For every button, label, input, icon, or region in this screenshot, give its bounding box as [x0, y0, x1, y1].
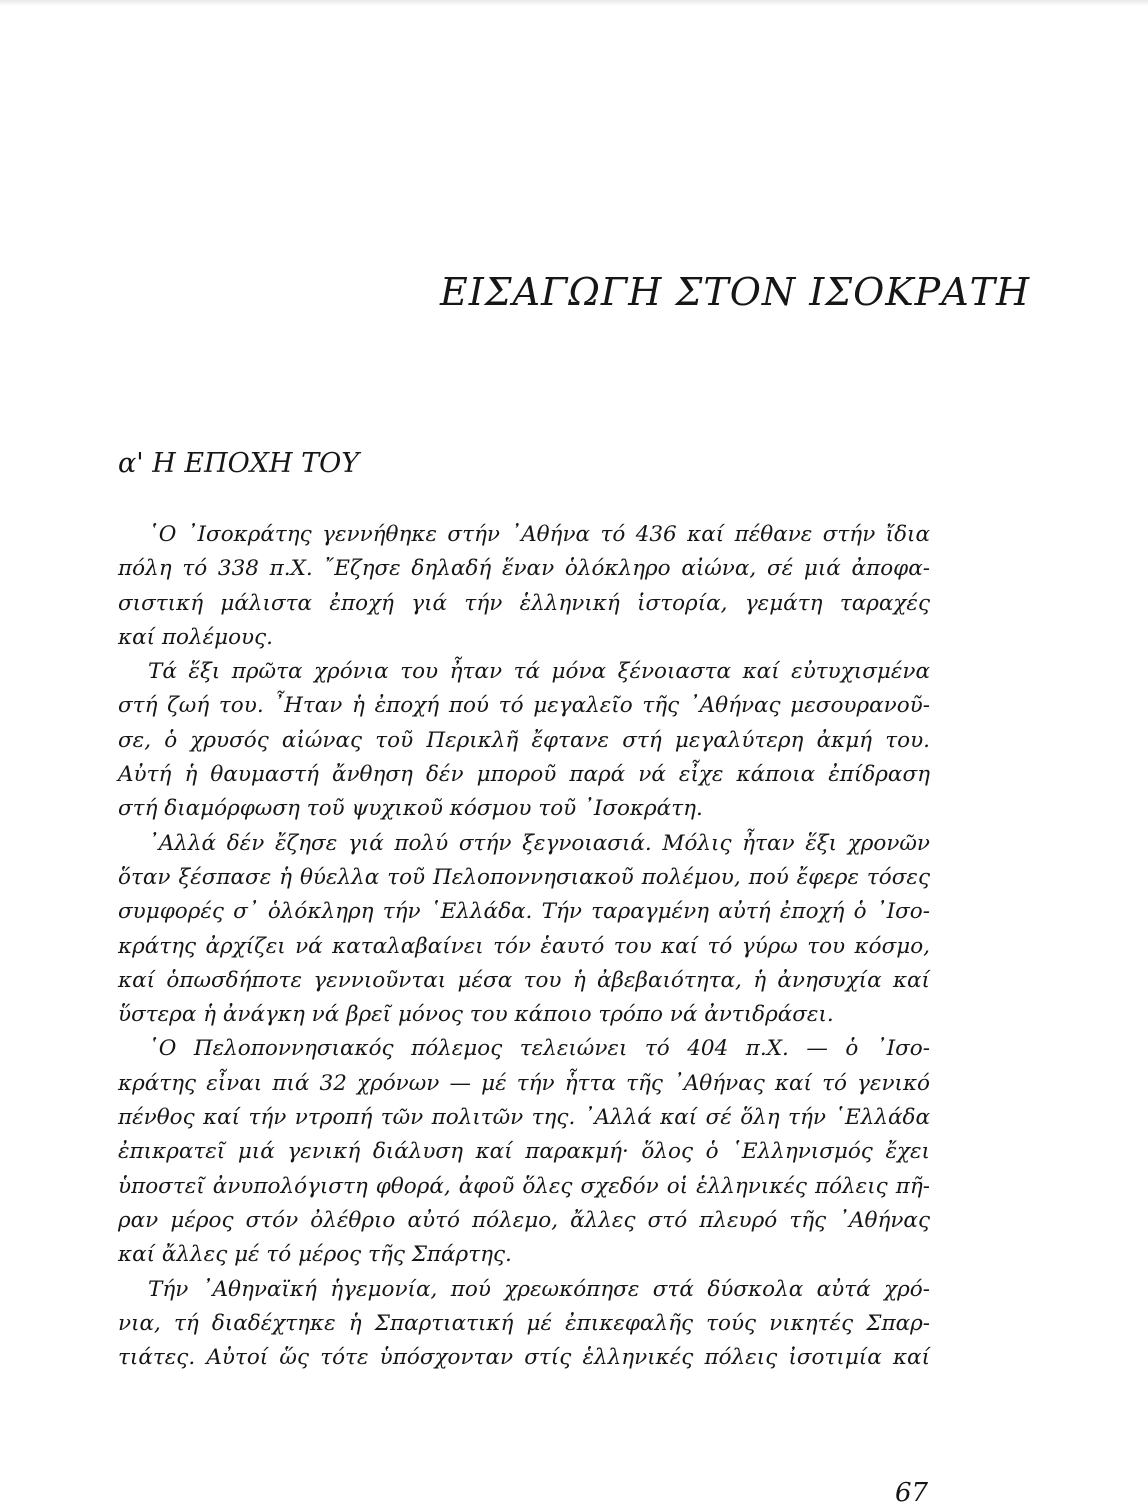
paragraph	[118, 1032, 930, 1272]
text-line: ῾Ο Πελοποννησιακός πόλεμος τελειώνει τό 404 π.Χ. — ὁ ᾿Ισο-	[148, 1036, 930, 1062]
text-line: ἐπικρατεῖ μιά γενική διάλυση καί παρακμή· ὅλος ὁ ῾Ελληνισμός ἔχει	[118, 1139, 930, 1165]
text-line: Τά ἕξι πρῶτα χρόνια του ἦταν τά μόνα ξένοιαστα καί εὐτυχισμένα	[148, 659, 930, 685]
text-line: ῾Ο ᾿Ισοκράτης γεννήθηκε στήν ᾿Αθήνα τό 436 καί πέθανε στήν ἴδια	[148, 522, 930, 547]
text-line: καί πολέμους.	[118, 624, 273, 650]
text-line: κράτης ἀρχίζει νά καταλαβαίνει τόν ἑαυτό του καί τό γύρω του κόσμο,	[118, 933, 930, 959]
text-line: σε, ὁ χρυσός αἰώνας τοῦ Περικλῆ ἔφτανε στή μεγαλύτερη ἀκμή του.	[118, 727, 930, 753]
text-line: νια, τή διαδέχτηκε ἡ Σπαρτιατική μέ ἐπικεφαλῆς τούς νικητές Σπαρ-	[118, 1310, 930, 1336]
body-text	[118, 518, 930, 1375]
text-line: ραν μέρος στόν ὀλέθριο αὐτό πόλεμο, ἄλλες στό πλευρό τῆς ᾿Αθήνας	[118, 1207, 930, 1233]
text-line: Αὐτή ἡ θαυμαστή ἄνθηση δέν μποροῦ παρά νά εἶχε κάποια ἐπίδραση	[118, 762, 930, 788]
text-line: πόλη τό 338 π.Χ. ῎Εζησε δηλαδή ἕναν ὁλόκληρο αἰώνα, σέ μιά ἀποφα-	[118, 556, 930, 582]
text-line: στή διαμόρφωση τοῦ ψυχικοῦ κόσμου τοῦ ᾿Ισοκράτη.	[118, 796, 703, 822]
text-line: τιάτες. Αὐτοί ὥς τότε ὑπόσχονταν στίς ἑλληνικές πόλεις ἰσοτιμία καί	[118, 1345, 930, 1371]
paragraph	[118, 1273, 930, 1376]
paragraph	[118, 655, 930, 826]
page-top-edge	[0, 0, 1148, 6]
text-line: καί ὁπωσδήποτε γεννιοῦνται μέσα του ἡ ἀβεβαιότητα, ἡ ἀνησυχία καί	[118, 967, 930, 993]
text-line: κράτης εἶναι πιά 32 χρόνων — μέ τήν ἧττα τῆς ᾿Αθήνας καί τό γενικό	[118, 1070, 930, 1096]
text-line: ᾿Αλλά δέν ἔζησε γιά πολύ στήν ξεγνοιασιά. Μόλις ἦταν ἕξι χρονῶν	[148, 830, 930, 856]
text-line: πένθος καί τήν ντροπή τῶν πολιτῶν της. ᾿Αλλά καί σέ ὅλη τήν ῾Ελλάδα	[118, 1105, 930, 1131]
page-number: 67	[895, 1478, 929, 1508]
paragraph	[118, 827, 930, 1033]
text-line: ὅταν ξέσπασε ἡ θύελλα τοῦ Πελοποννησιακοῦ πολέμου, πού ἔφερε τόσες	[118, 864, 930, 890]
text-line: ὕστερα ἡ ἀνάγκη νά βρεῖ μόνος του κάποιο τρόπο νά ἀντιδράσει.	[118, 1002, 834, 1028]
text-line: ὑποστεῖ ἀνυπολόγιστη φθορά, ἀφοῦ ὅλες σχεδόν οἱ ἑλληνικές πόλεις πῆ-	[118, 1173, 930, 1199]
text-line: στή ζωή του. ῏Ηταν ἡ ἐποχή πού τό μεγαλεῖο τῆς ᾿Αθήνας μεσουρανοῦ-	[118, 693, 930, 719]
section-heading: α' Η ΕΠΟΧΗ ΤΟΥ	[118, 448, 360, 479]
text-line: Τήν ᾿Αθηναϊκή ἡγεμονία, πού χρεωκόπησε στά δύσκολα αὐτά χρό-	[148, 1276, 930, 1302]
text-line: συμφορές σ᾿ ὁλόκληρη τήν ῾Ελλάδα. Τήν ταραγμένη αὐτή ἐποχή ὁ ᾿Ισο-	[118, 899, 930, 925]
paragraph	[118, 518, 930, 655]
text-line: σιστική μάλιστα ἐποχή γιά τήν ἑλληνική ἱστορία, γεμάτη ταραχές	[118, 590, 930, 616]
text-line: καί ἄλλες μέ τό μέρος τῆς Σπάρτης.	[118, 1242, 512, 1268]
page-title: ΕΙΣΑΓΩΓΗ ΣΤΟΝ ΙΣΟΚΡΑΤΗ	[440, 270, 1031, 314]
